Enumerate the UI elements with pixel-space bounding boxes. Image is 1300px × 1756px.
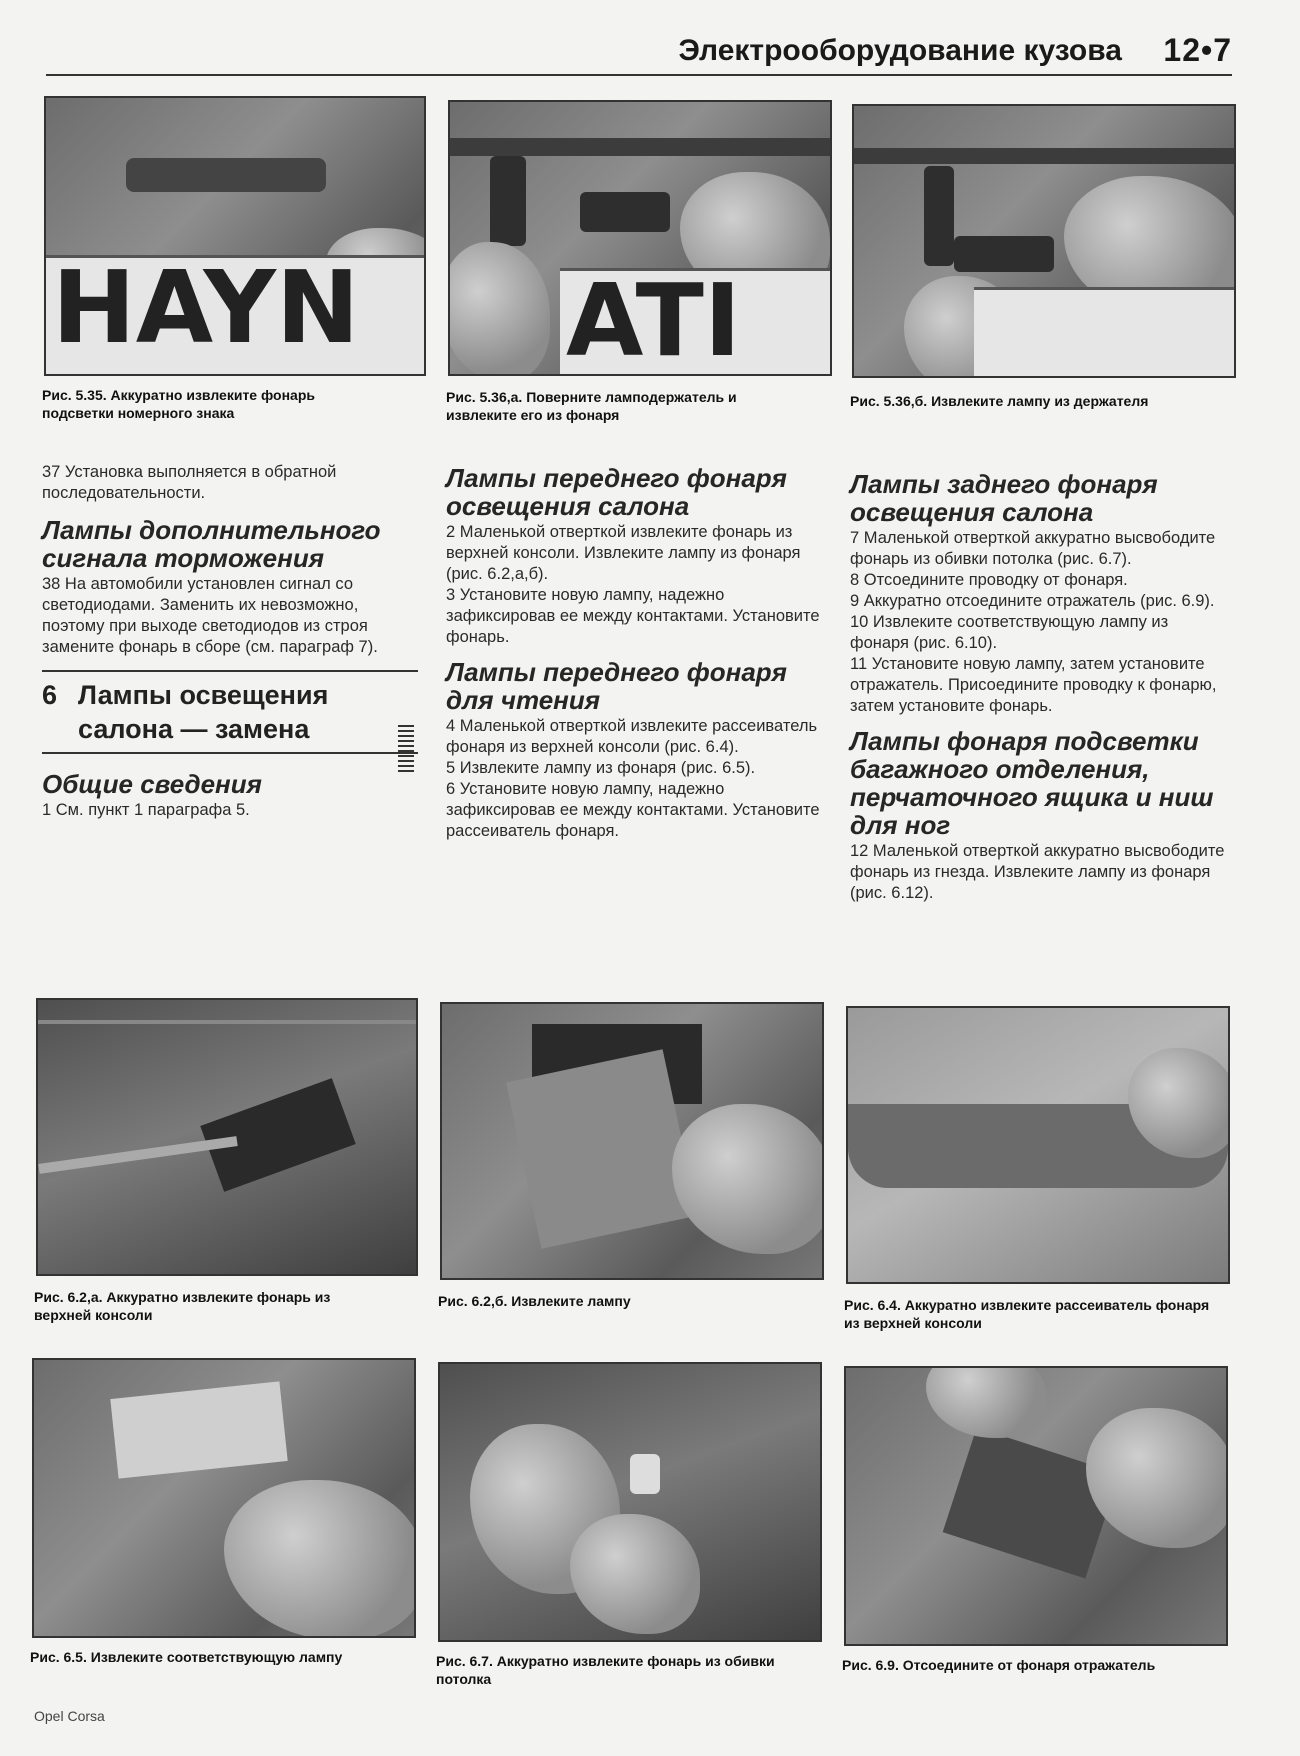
photo-detail: [224, 1480, 416, 1638]
photo-detail: [200, 1078, 355, 1192]
paragraph-10: 10 Извлеките соответствующую лампу из фонаря (рис. 6.10).: [850, 613, 1169, 652]
paragraph-6: 6 Установите новую лампу, надежно зафиксировав ее между контактами. Установите рассеиватель фонаря.: [446, 780, 820, 840]
photo-6-2b: [440, 1002, 824, 1280]
section-6-header: [42, 670, 418, 754]
paragraph-9: 9 Аккуратно отсоедините отражатель (рис. 6.9).: [850, 592, 1215, 610]
subheading-rear-lamp: Лампы заднего фонаря освещения салона: [850, 469, 1158, 527]
text-column-1: [42, 462, 418, 821]
paragraph-37: 37 Установка выполняется в обратной последовательности.: [42, 463, 337, 502]
photo-6-2a: [36, 998, 418, 1276]
paragraph-8: 8 Отсоедините проводку от фонаря.: [850, 571, 1128, 589]
spanner-icon: [398, 722, 414, 772]
subheading-brake-light: Лампы дополнительного сигнала торможения: [42, 515, 381, 573]
photo-6-5: [32, 1358, 416, 1638]
caption-6-4: Рис. 6.4. Аккуратно извлеките рассеиватель фонаря из верхней консоли: [844, 1297, 1210, 1331]
paragraph-4: 4 Маленькой отверткой извлеките рассеиватель фонаря из верхней консоли (рис. 6.4).: [446, 717, 818, 756]
chapter-title: Электрооборудование кузова: [678, 34, 1122, 67]
subheading-front-lamp: Лампы переднего фонаря освещения салона: [446, 463, 787, 521]
photo-6-9: [844, 1366, 1228, 1646]
photo-detail: [448, 242, 550, 376]
photo-detail: [630, 1454, 660, 1494]
caption-6-5: Рис. 6.5. Извлеките соответствующую лампу: [30, 1649, 343, 1665]
header-rule: [46, 74, 1232, 76]
photo-6-4: [846, 1006, 1230, 1284]
subheading-trunk-lamp: Лампы фонаря подсветки багажного отделения, перчаточного ящика и ниш для ног: [850, 726, 1214, 840]
photo-detail: [110, 1381, 287, 1478]
section-title-text: Лампы освещения салона — замена: [78, 680, 329, 744]
section-number: 6: [42, 680, 58, 710]
paragraph-12: 12 Маленькой отверткой аккуратно высвободите фонарь из гнезда. Извлеките лампу из фонаря (рис. 6.12).: [850, 842, 1225, 902]
photo-detail: [450, 138, 830, 156]
paragraph-38: 38 На автомобили установлен сигнал со светодиодами. Заменить их невозможно, поэтому при выходе светодиодов из строя замените фонарь в сборе (см. параграф 7).: [42, 575, 378, 656]
photo-detail: [506, 1049, 698, 1249]
photo-detail: [38, 1136, 237, 1174]
page-number: 12•7: [1163, 32, 1232, 68]
caption-6-2a: Рис. 6.2,а. Аккуратно извлеките фонарь из верхней консоли: [34, 1289, 331, 1323]
subheading-general: Общие сведения: [42, 769, 262, 799]
photo-detail: [570, 1514, 700, 1634]
photo-6-7: [438, 1362, 822, 1642]
caption-6-2b: Рис. 6.2,б. Извлеките лампу: [438, 1293, 631, 1309]
footer-brand: Opel Corsa: [34, 1708, 105, 1724]
license-plate-text: ATI: [560, 268, 830, 374]
photo-detail: [126, 158, 326, 192]
paragraph-5: 5 Извлеките лампу из фонаря (рис. 6.5).: [446, 759, 756, 777]
caption-6-9: Рис. 6.9. Отсоедините от фонаря отражатель: [842, 1657, 1156, 1673]
section-title: [42, 678, 418, 746]
photo-detail: [580, 192, 670, 232]
paragraph-3: 3 Установите новую лампу, надежно зафиксировав ее между контактами. Установите фонарь.: [446, 586, 820, 646]
paragraph-1: 1 См. пункт 1 параграфа 5.: [42, 801, 250, 819]
caption-5-36b: Рис. 5.36,б. Извлеките лампу из держателя: [850, 393, 1149, 409]
caption-5-35: Рис. 5.35. Аккуратно извлеките фонарь подсветки номерного знака: [42, 387, 315, 421]
photo-5-35: [44, 96, 426, 376]
caption-6-7: Рис. 6.7. Аккуратно извлеките фонарь из обивки потолка: [436, 1653, 775, 1687]
paragraph-11: 11 Установите новую лампу, затем установите отражатель. Присоедините проводку к фонарю, затем установите фонарь.: [850, 655, 1217, 715]
text-column-3: [850, 470, 1230, 904]
photo-detail: [1086, 1408, 1228, 1548]
photo-detail: [38, 1020, 416, 1024]
photo-5-36b: [852, 104, 1236, 378]
photo-detail: [490, 156, 526, 246]
photo-detail: [672, 1104, 824, 1254]
photo-5-36a: [448, 100, 832, 376]
photo-detail: [926, 1366, 1046, 1438]
photo-plate: [974, 287, 1234, 376]
paragraph-7: 7 Маленькой отверткой аккуратно высвободите фонарь из обивки потолка (рис. 6.7).: [850, 529, 1216, 568]
caption-5-36a: Рис. 5.36,а. Поверните ламподержатель и извлеките его из фонаря: [446, 389, 737, 423]
photo-detail: [924, 166, 954, 266]
photo-detail: [954, 236, 1054, 272]
license-plate-text: HAYN: [46, 255, 424, 374]
paragraph-2: 2 Маленькой отверткой извлеките фонарь из верхней консоли. Извлеките лампу из фонаря (рис. 6.2,а,б).: [446, 523, 801, 583]
subheading-reading-lamp: Лампы переднего фонаря для чтения: [446, 657, 787, 715]
photo-detail: [854, 148, 1234, 164]
text-column-2: [446, 464, 822, 842]
